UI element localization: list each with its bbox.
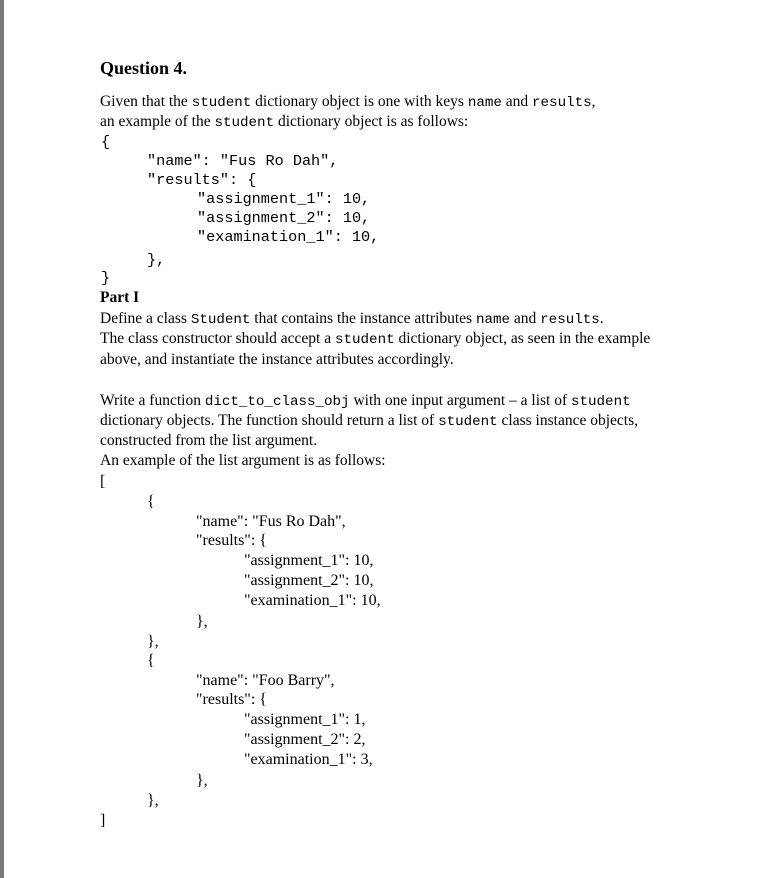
inline-code-function-name: dict_to_class_obj xyxy=(204,394,350,410)
inline-code-name: name xyxy=(467,95,502,111)
inline-code-student: student xyxy=(571,394,631,410)
list-item-2-assignment-2: "assignment_2": 2, xyxy=(244,731,366,748)
list-item-2-name: "name": "Foo Barry", xyxy=(196,672,335,689)
list-close-bracket: ] xyxy=(100,812,106,829)
question-title: Question 4. xyxy=(100,58,188,78)
inline-code-Student: Student xyxy=(190,312,251,328)
inline-code-student: student xyxy=(335,332,395,348)
list-item-1-results-open: "results": { xyxy=(196,532,267,549)
inline-code-student: student xyxy=(191,95,252,111)
code-close-brace: } xyxy=(101,269,111,287)
inline-code-name: name xyxy=(475,312,511,328)
list-item-2-results-close: }, xyxy=(196,772,208,789)
part-para-4: Write a function dict_to_class_obj with one input argument – a list of student xyxy=(100,392,631,410)
part-para-3: above, and instantiate the instance attributes accordingly. xyxy=(100,351,454,368)
list-open-bracket: [ xyxy=(100,473,106,490)
list-item-2-examination-1: "examination_1": 3, xyxy=(244,751,373,768)
list-item-1-close: }, xyxy=(147,633,159,650)
intro-line-1: Given that the student dictionary object is one with keys name and results, xyxy=(100,93,596,111)
list-item-2-open: { xyxy=(147,652,155,669)
part-para-7: An example of the list argument is as follows: xyxy=(100,452,386,469)
part-para-6: constructed from the list argument. xyxy=(100,432,318,449)
list-item-1-assignment-1: "assignment_1": 10, xyxy=(244,552,374,569)
list-item-1-examination-1: "examination_1": 10, xyxy=(244,592,381,609)
code-name-line: "name": "Fus Ro Dah", xyxy=(147,152,339,170)
list-item-2-assignment-1: "assignment_1": 1, xyxy=(244,711,366,728)
part-para-5: dictionary objects. The function should return a list of student class instance objects, xyxy=(100,412,638,430)
intro-line-2: an example of the student dictionary object is as follows: xyxy=(100,113,469,131)
list-item-2-results-open: "results": { xyxy=(196,691,267,708)
list-item-1-results-close: }, xyxy=(196,613,208,630)
inline-code-results: results xyxy=(532,95,592,111)
inline-code-student: student xyxy=(438,414,498,430)
code-results-open: "results": { xyxy=(147,171,257,189)
list-item-2-close: }, xyxy=(147,792,159,809)
code-examination-1: "examination_1": 10, xyxy=(197,228,380,246)
part-para-2: The class constructor should accept a student dictionary object, as seen in the example xyxy=(100,330,651,348)
code-assignment-1: "assignment_1": 10, xyxy=(197,190,371,208)
list-item-1-assignment-2: "assignment_2": 10, xyxy=(244,572,374,589)
part-para-1: Define a class Student that contains the instance attributes name and results. xyxy=(100,310,604,328)
code-assignment-2: "assignment_2": 10, xyxy=(197,209,371,227)
part-heading: Part I xyxy=(100,289,140,306)
inline-code-student: student xyxy=(214,115,275,131)
list-item-1-open: { xyxy=(147,493,155,510)
code-results-close: }, xyxy=(147,251,166,269)
list-item-1-name: "name": "Fus Ro Dah", xyxy=(196,513,346,530)
inline-code-results: results xyxy=(540,312,600,328)
code-open-brace: { xyxy=(101,133,111,151)
